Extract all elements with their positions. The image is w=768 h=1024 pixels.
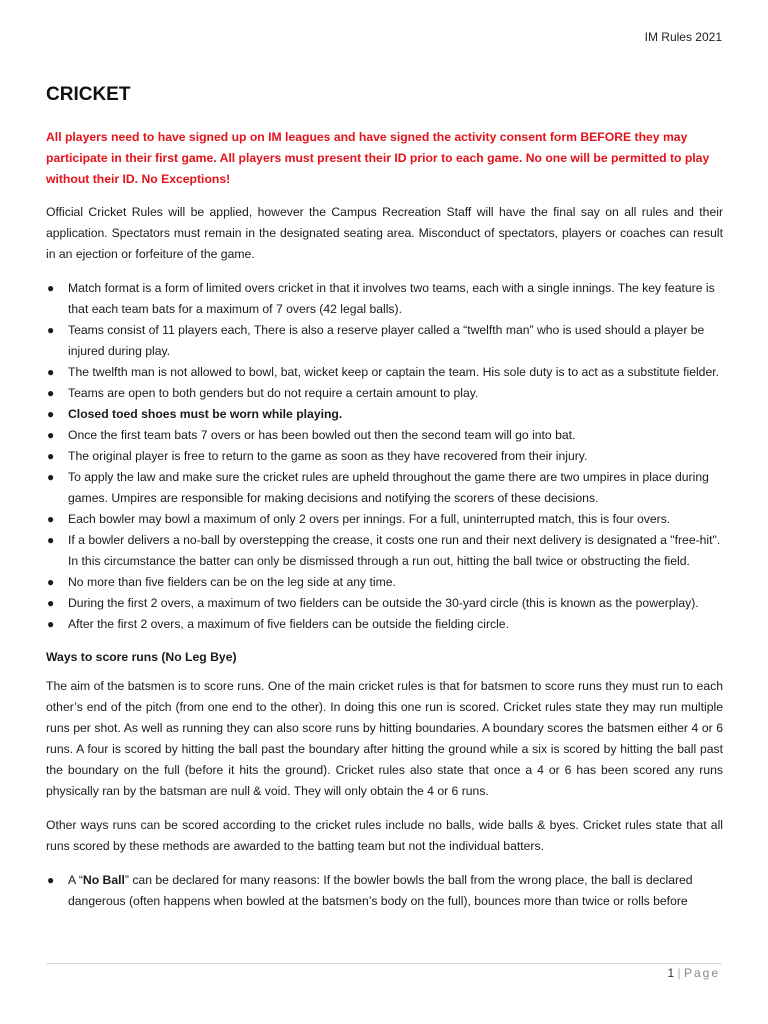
scoring-paragraph: The aim of the batsmen is to score runs. One of the main cricket rules is that for batsmen to score runs they must run to each other’s end of the pitch (from one end to the other). In doing this one run is scored. Cricket rules state they may run multiple runs per shot. As well as running they can also score runs by hitting boundaries. A boundary scores the batsmen either 4 or 6 runs. A four is scored by hitting the ball past the boundary after hitting the ground while a six is scored by hitting the ball past the boundary on the full (before it hits the ground). Cricket rules also state that once a 4 or 6 has been scored any runs physically ran by the batsman are null & void. They will only obtain the 4 or 6 runs. [46, 679, 723, 798]
eligibility-warning: All players need to have signed up on IM leagues and have signed the activity consent form BEFORE they may participate in their first game. All players must present their ID prior to each game. No one will be permitted to play without their ID. No Exceptions! [46, 130, 710, 186]
page-number: 1 [667, 966, 675, 980]
bullet-icon: ● [47, 323, 55, 337]
rule-item: ● To apply the law and make sure the cricket rules are upheld throughout the game there are two umpires in place during games. Umpires are responsible for making decisions and notifying the scorers of these decisions. [46, 467, 723, 509]
rule-item: ● After the first 2 overs, a maximum of five fielders can be outside the fielding circle. [46, 614, 723, 635]
rule-item: ● Teams are open to both genders but do not require a certain amount to play. [46, 383, 723, 404]
bullet-icon: ● [47, 407, 55, 421]
bullet-icon: ● [47, 596, 55, 610]
bullet-icon: ● [47, 533, 55, 547]
rule-item: ● Match format is a form of limited overs cricket in that it involves two teams, each with a single innings. The key feature is that each team bats for a maximum of 7 overs (42 legal balls). [46, 278, 723, 320]
bullet-icon: ● [47, 873, 55, 887]
bullet-icon: ● [47, 617, 55, 631]
footer-divider [46, 963, 722, 964]
bullet-icon: ● [47, 449, 55, 463]
rule-item: ● If a bowler delivers a no-ball by overstepping the crease, it costs one run and their next delivery is designated a "free-hit". In this circumstance the batter can only be dismissed through a run out, hitting the ball twice or obstructing the field. [46, 530, 723, 572]
rule-item: ● Closed toed shoes must be worn while playing. [46, 404, 723, 425]
extras-list [46, 870, 723, 912]
no-ball-term: No Ball [82, 873, 125, 887]
rule-item: ● Once the first team bats 7 overs or has been bowled out then the second team will go into bat. [46, 425, 723, 446]
rule-item: ● No more than five fielders can be on the leg side at any time. [46, 572, 723, 593]
scoring-heading: Ways to score runs (No Leg Bye) [46, 650, 237, 664]
bullet-icon: ● [47, 365, 55, 379]
footer-separator: | [677, 966, 681, 980]
other-runs-paragraph: Other ways runs can be scored according to the cricket rules include no balls, wide balls & byes. Cricket rules state that all runs scored by these methods are awarded to the batting team but not the individual batters. [46, 818, 723, 853]
rule-item: ● Teams consist of 11 players each, There is also a reserve player called a “twelfth man” who is used should a player be injured during play. [46, 320, 723, 362]
bullet-icon: ● [47, 386, 55, 400]
rule-item: ● The original player is free to return to the game as soon as they have recovered from their injury. [46, 446, 723, 467]
intro-paragraph: Official Cricket Rules will be applied, however the Campus Recreation Staff will have the final say on all rules and their application. Spectators must remain in the designated seating area. Misconduct of spectators, players or coaches can result in an ejection or forfeiture of the game. [46, 205, 723, 261]
page-title: CRICKET [46, 84, 131, 105]
bullet-icon: ● [47, 512, 55, 526]
bullet-icon: ● [47, 470, 55, 484]
page-footer [667, 966, 720, 980]
rule-item: ● The twelfth man is not allowed to bowl, bat, wicket keep or captain the team. His sole duty is to act as a substitute fielder. [46, 362, 723, 383]
document-header-label: IM Rules 2021 [644, 30, 722, 44]
bullet-icon: ● [47, 428, 55, 442]
rules-list [46, 278, 723, 635]
rule-item: ● Each bowler may bowl a maximum of only 2 overs per innings. For a full, uninterrupted match, this is four overs. [46, 509, 723, 530]
document-body [46, 127, 723, 918]
bullet-icon: ● [47, 281, 55, 295]
page-label: Page [683, 966, 720, 980]
no-ball-item: ● A “No Ball” can be declared for many reasons: If the bowler bowls the ball from the wrong place, the ball is declared dangerous (often happens when bowled at the batsmen’s body on the full), bounces more than twice or rolls before [46, 870, 723, 912]
bullet-icon: ● [47, 575, 55, 589]
rule-item: ● During the first 2 overs, a maximum of two fielders can be outside the 30-yard circle (this is known as the powerplay). [46, 593, 723, 614]
